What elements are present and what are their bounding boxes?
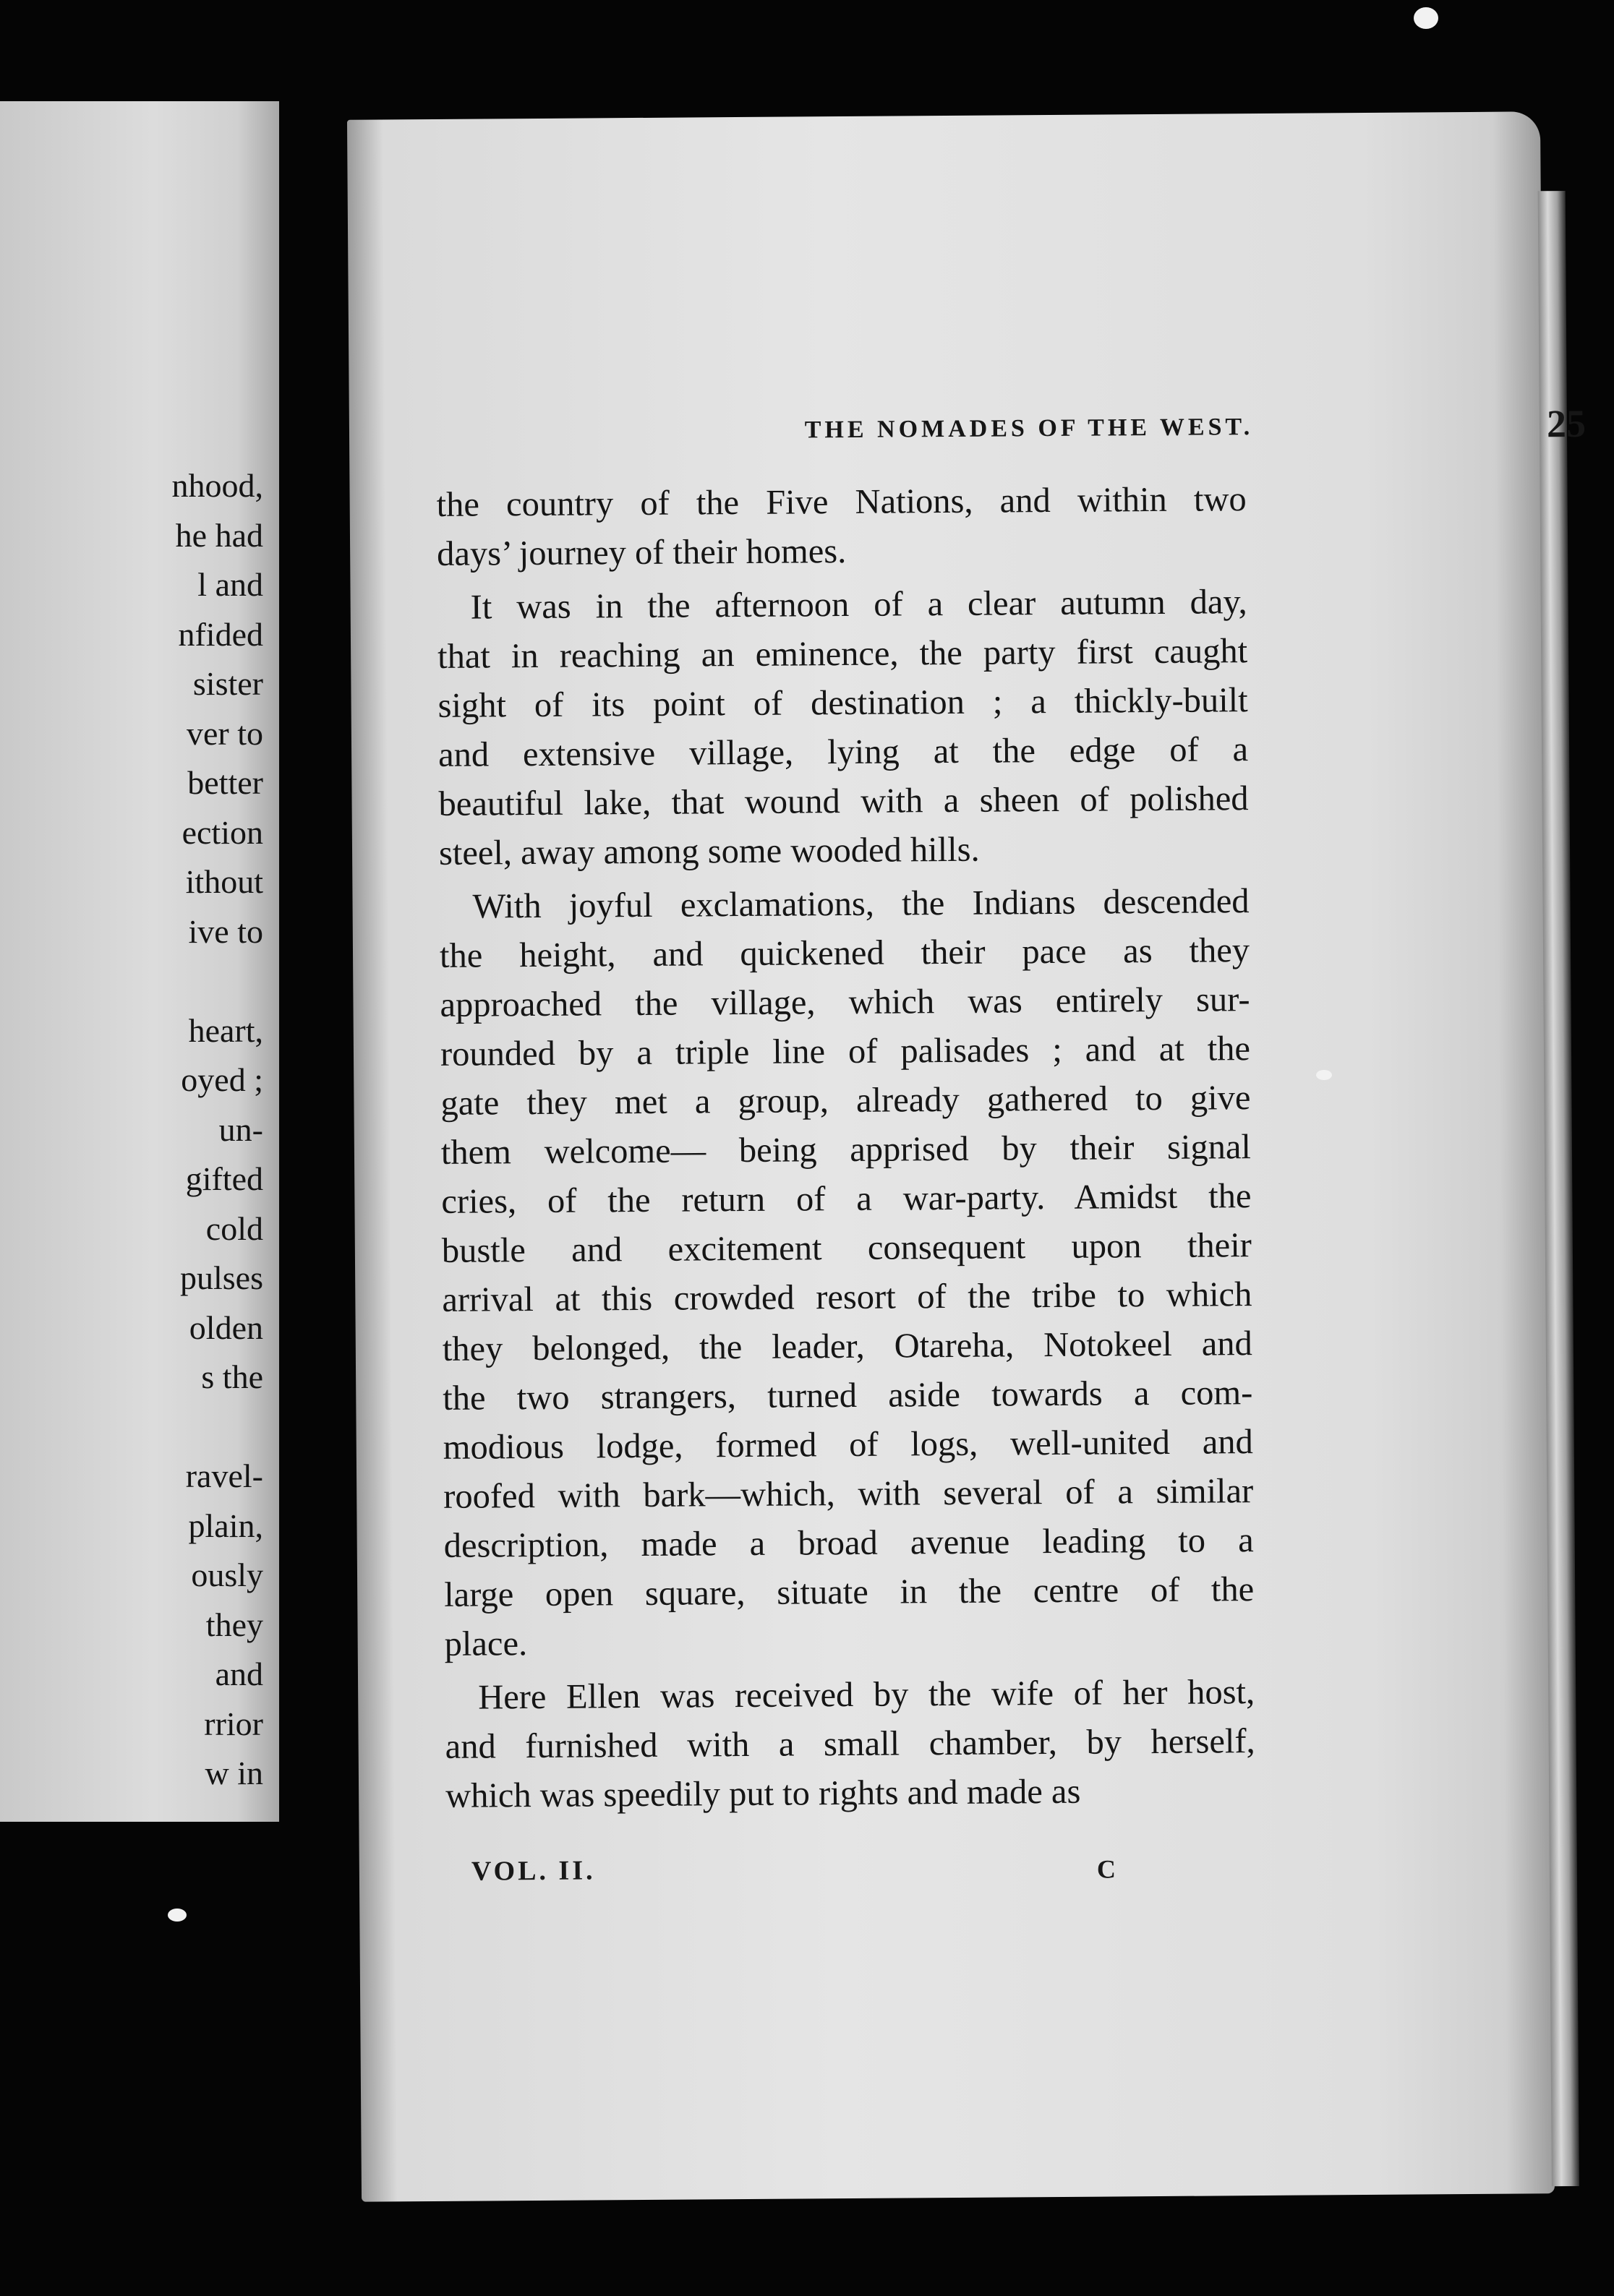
left-page-line: heart,	[188, 1011, 263, 1049]
running-head-title: THE NOMADES OF THE WEST.	[804, 414, 1254, 444]
left-page-line: s the	[201, 1358, 263, 1395]
left-page-line	[0, 956, 263, 1006]
text-line: roofed with bark—which, with several of a similar	[443, 1472, 1254, 1516]
left-page-line: ection	[182, 813, 263, 851]
text-line: the country of the Five Nations, and within two	[436, 480, 1247, 524]
text-line: the height, and quickened their pace as they	[439, 931, 1250, 975]
text-line: With joyful exclamations, the Indians descended	[472, 882, 1250, 926]
paragraph	[436, 475, 1247, 579]
text-line: place.	[444, 1624, 528, 1663]
left-page-line: gifted	[185, 1160, 263, 1197]
text-line: them welcome— being apprised by their signal	[440, 1128, 1252, 1172]
left-page-line: sister	[192, 665, 263, 702]
signature-mark: C	[1096, 1854, 1119, 1884]
text-line: they belonged, the leader, Otareha, Notokeel and	[442, 1324, 1253, 1368]
left-page-line: rrior	[204, 1705, 263, 1742]
left-page-line: olden	[189, 1308, 263, 1346]
text-line: steel, away among some wooded hills.	[438, 830, 980, 873]
paragraph	[445, 1668, 1255, 1821]
left-page-line: l and	[197, 566, 263, 603]
text-line: days’ journey of their homes.	[436, 531, 847, 573]
left-facing-page	[0, 101, 279, 1822]
left-page-line: un-	[218, 1110, 263, 1148]
text-line: and furnished with a small chamber, by herself,	[445, 1722, 1255, 1766]
left-page-line: ive to	[188, 912, 263, 950]
text-line: arrival at this crowded resort of the tribe to which	[442, 1275, 1252, 1319]
left-page-line: pulses	[180, 1259, 263, 1296]
left-page-line: they	[205, 1606, 263, 1643]
left-page-line: plain,	[188, 1507, 263, 1544]
text-line: large open square, situate in the centre of the	[444, 1570, 1255, 1614]
left-page-line: ver to	[186, 714, 263, 752]
text-line: Here Ellen was received by the wife of her host,	[478, 1673, 1255, 1717]
text-line: that in reaching an eminence, the party first caught	[437, 632, 1248, 676]
running-head	[617, 401, 1614, 469]
page-edge-shadow	[1538, 191, 1579, 2186]
scan-speck	[1414, 7, 1438, 29]
body-text	[436, 475, 1255, 1821]
text-line: the two strangers, turned aside towards a com-	[443, 1374, 1253, 1418]
left-page-line: and	[215, 1655, 263, 1692]
text-line: bustle and excitement consequent upon their	[441, 1226, 1252, 1270]
page-number: 25	[1546, 401, 1587, 446]
text-line: It was in the afternoon of a clear autumn day,	[470, 583, 1247, 627]
left-page-line	[0, 1402, 263, 1452]
text-line: modious lodge, formed of logs, well-united and	[443, 1423, 1253, 1467]
left-page-line: ously	[191, 1556, 263, 1593]
left-page-text-fragments	[0, 461, 263, 1799]
paragraph	[439, 877, 1255, 1669]
right-page	[347, 111, 1587, 2201]
text-line: and extensive village, lying at the edge of a	[437, 730, 1249, 774]
text-line: which was speedily put to rights and made as	[445, 1772, 1081, 1815]
left-page-line: ithout	[185, 863, 263, 900]
left-page-line: better	[187, 764, 263, 801]
left-page-line: he had	[175, 516, 263, 554]
left-page-line: oyed ;	[181, 1061, 263, 1098]
text-line: description, made a broad avenue leading to a	[443, 1521, 1254, 1565]
text-line: sight of its point of destination ; a thickly-built	[437, 681, 1248, 725]
left-page-line: ravel-	[185, 1457, 263, 1494]
left-page-line: nhood,	[171, 467, 263, 504]
text-line: beautiful lake, that wound with a sheen of polished	[438, 779, 1249, 823]
text-line: cries, of the return of a war-party. Amidst the	[441, 1177, 1252, 1221]
left-page-line: w in	[205, 1755, 263, 1791]
scan-speck	[1316, 1070, 1332, 1080]
paragraph	[437, 578, 1249, 878]
text-line: gate they met a group, already gathered to give	[440, 1079, 1251, 1123]
volume-label: VOL. II.	[471, 1855, 596, 1887]
signature-line	[471, 1850, 1267, 1899]
left-page-line: nfided	[178, 615, 263, 653]
scan-speck	[168, 1909, 187, 1922]
text-line: rounded by a triple line of palisades ; and at the	[440, 1029, 1251, 1074]
left-page-line: cold	[205, 1209, 263, 1247]
text-line: approached the village, which was entirely sur-	[440, 980, 1250, 1024]
